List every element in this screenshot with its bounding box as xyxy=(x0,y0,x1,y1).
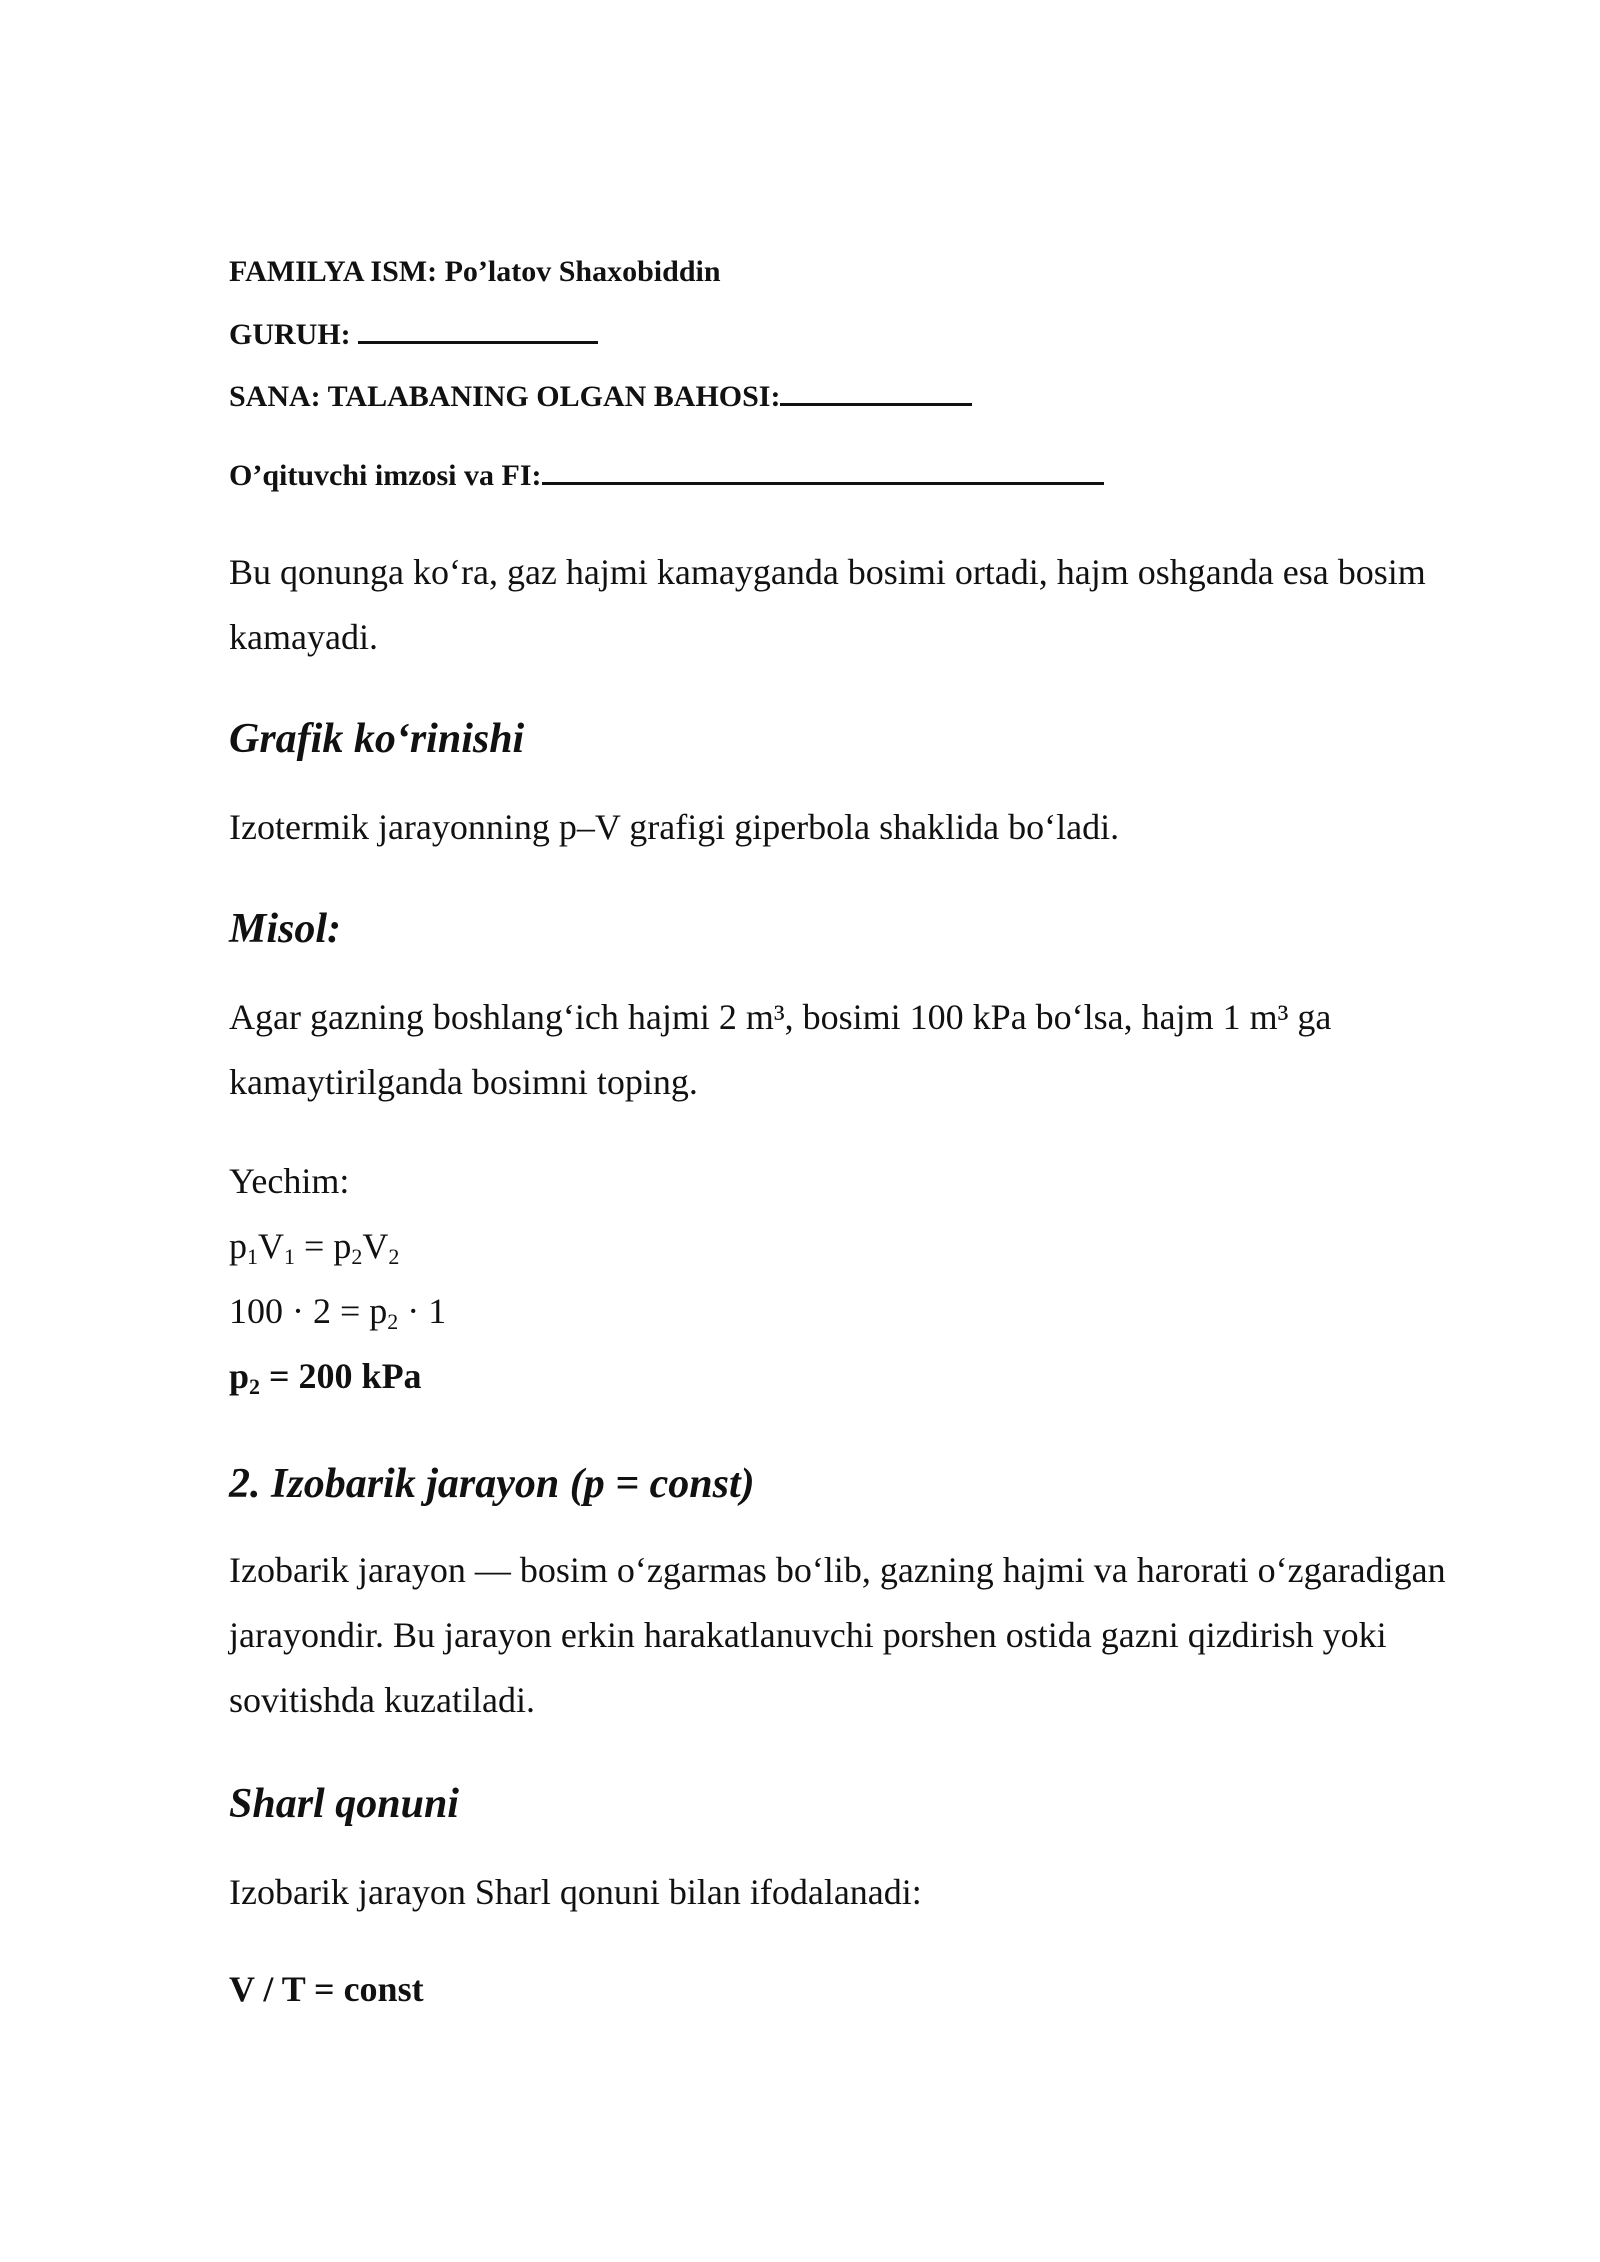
eq1-sub1: 1 xyxy=(247,1244,258,1269)
graph-text: Izotermik jarayonning p–V grafigi giperbola shaklida bo‘ladi. xyxy=(229,807,1120,847)
solution-label: Yechim: xyxy=(229,1161,350,1201)
teacher-label: O’qituvchi imzosi va FI: xyxy=(229,459,542,492)
equation-3-result xyxy=(229,1355,422,1397)
eq1-equals: = xyxy=(295,1226,334,1266)
teacher-line xyxy=(229,458,1104,493)
grade-blank[interactable] xyxy=(780,379,972,406)
equation-2 xyxy=(229,1290,446,1332)
eq3-sub: 2 xyxy=(249,1374,261,1399)
name-value: Po’latov Shaxobiddin xyxy=(444,255,721,288)
eq1-p2: p xyxy=(333,1226,352,1266)
eq3-rest: = 200 kPa xyxy=(260,1356,422,1396)
charles-formula: V / T = const xyxy=(229,1969,424,2009)
eq1-sub4: 2 xyxy=(388,1244,400,1269)
eq1-sub2: 1 xyxy=(284,1244,295,1269)
group-blank[interactable] xyxy=(358,317,598,344)
date-grade-label: SANA: TALABANING OLGAN BAHOSI: xyxy=(229,380,781,413)
isobaric-heading: 2. Izobarik jarayon (p = const) xyxy=(229,1461,755,1507)
example-heading: Misol: xyxy=(229,906,342,952)
eq1-sub3: 2 xyxy=(351,1244,363,1269)
name-line xyxy=(229,255,721,289)
group-line xyxy=(229,317,598,352)
eq2-left: 100 · 2 = p xyxy=(229,1291,388,1331)
equation-1 xyxy=(229,1225,399,1267)
eq2-right: · 1 xyxy=(398,1291,447,1331)
eq2-sub: 2 xyxy=(387,1309,399,1334)
teacher-blank[interactable] xyxy=(542,458,1104,485)
eq1-v2: V xyxy=(362,1226,389,1266)
eq3-p: p xyxy=(229,1356,250,1396)
name-label: FAMILYA ISM: xyxy=(229,255,438,288)
charles-heading: Sharl qonuni xyxy=(229,1781,459,1827)
intro-paragraph: Bu qonunga ko‘ra, gaz hajmi kamayganda bosimi ortadi, hajm oshganda esa bosim kamayadi. xyxy=(229,552,1426,657)
charles-text: Izobarik jarayon Sharl qonuni bilan ifodalanadi: xyxy=(229,1872,922,1912)
group-label: GURUH: xyxy=(229,318,351,351)
graph-heading: Grafik ko‘rinishi xyxy=(229,716,525,762)
eq1-p: p xyxy=(229,1226,247,1266)
example-text: Agar gazning boshlang‘ich hajmi 2 m³, bosimi 100 kPa bo‘lsa, hajm 1 m³ ga kamaytirilganda bosimni toping. xyxy=(229,997,1332,1102)
date-grade-line xyxy=(229,379,972,414)
isobaric-text: Izobarik jarayon — bosim o‘zgarmas bo‘lib, gazning hajmi va harorati o‘zgaradigan jarayondir. Bu jarayon erkin harakatlanuvchi porshen ostida gazni qizdirish yoki sovitishda kuzatiladi. xyxy=(229,1550,1446,1720)
eq1-v: V xyxy=(258,1226,284,1266)
